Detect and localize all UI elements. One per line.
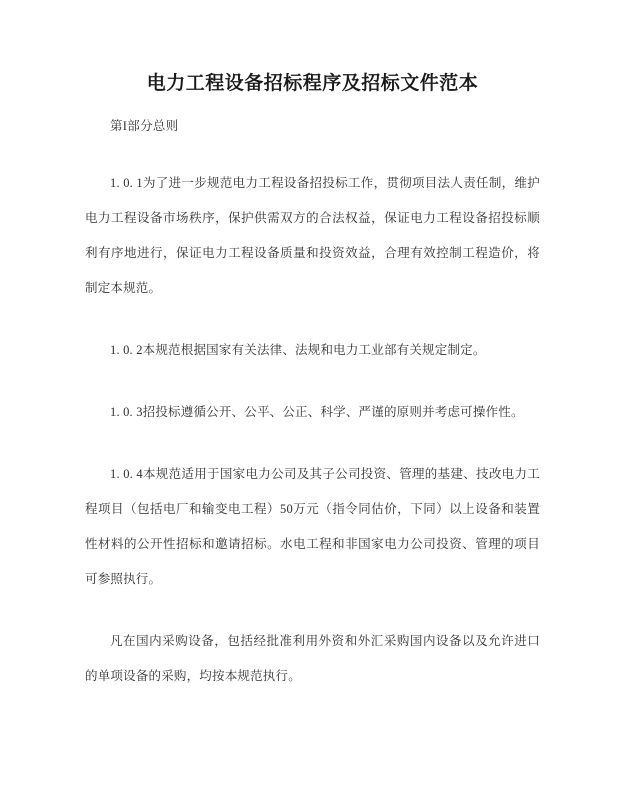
doc-paragraph-1-0-4: 1. 0. 4本规范适用于国家电力公司及其子公司投资、管理的基建、技改电力工程项目（包括电厂和输变电工程）50万元（指令同估价，下同）以上设备和装置性材料的公开性招标和邀请招标。水电工程和非国家电力公司投资、管理的项目可参照执行。 — [85, 467, 540, 586]
document-body — [85, 166, 540, 694]
doc-paragraph-1-0-2: 1. 0. 2本规范根据国家有关法律、法规和电力工业部有关规定制定。 — [110, 343, 486, 357]
doc-paragraph-1-0-3: 1. 0. 3招投标遵循公开、公平、公正、科学、严谨的原则并考虑可操作性。 — [110, 405, 524, 419]
doc-paragraph-procurement-note: 凡在国内采购设备，包括经批准利用外资和外汇采购国内设备以及允许进口的单项设备的采购，均按本规范执行。 — [85, 634, 540, 683]
doc-paragraph-1-0-1: 1. 0. 1为了进一步规范电力工程设备招投标工作，贯彻项目法人责任制，维护电力工程设备市场秩序，保护供需双方的合法权益，保证电力工程设备招投标顺利有序地进行，保证电力工程设备质量和投资效益，合理有效控制工程造价，将制定本规范。 — [85, 176, 540, 295]
document-title: 电力工程设备招标程序及招标文件范本 — [146, 73, 479, 94]
section-heading: 第I部分总则 — [110, 119, 179, 133]
